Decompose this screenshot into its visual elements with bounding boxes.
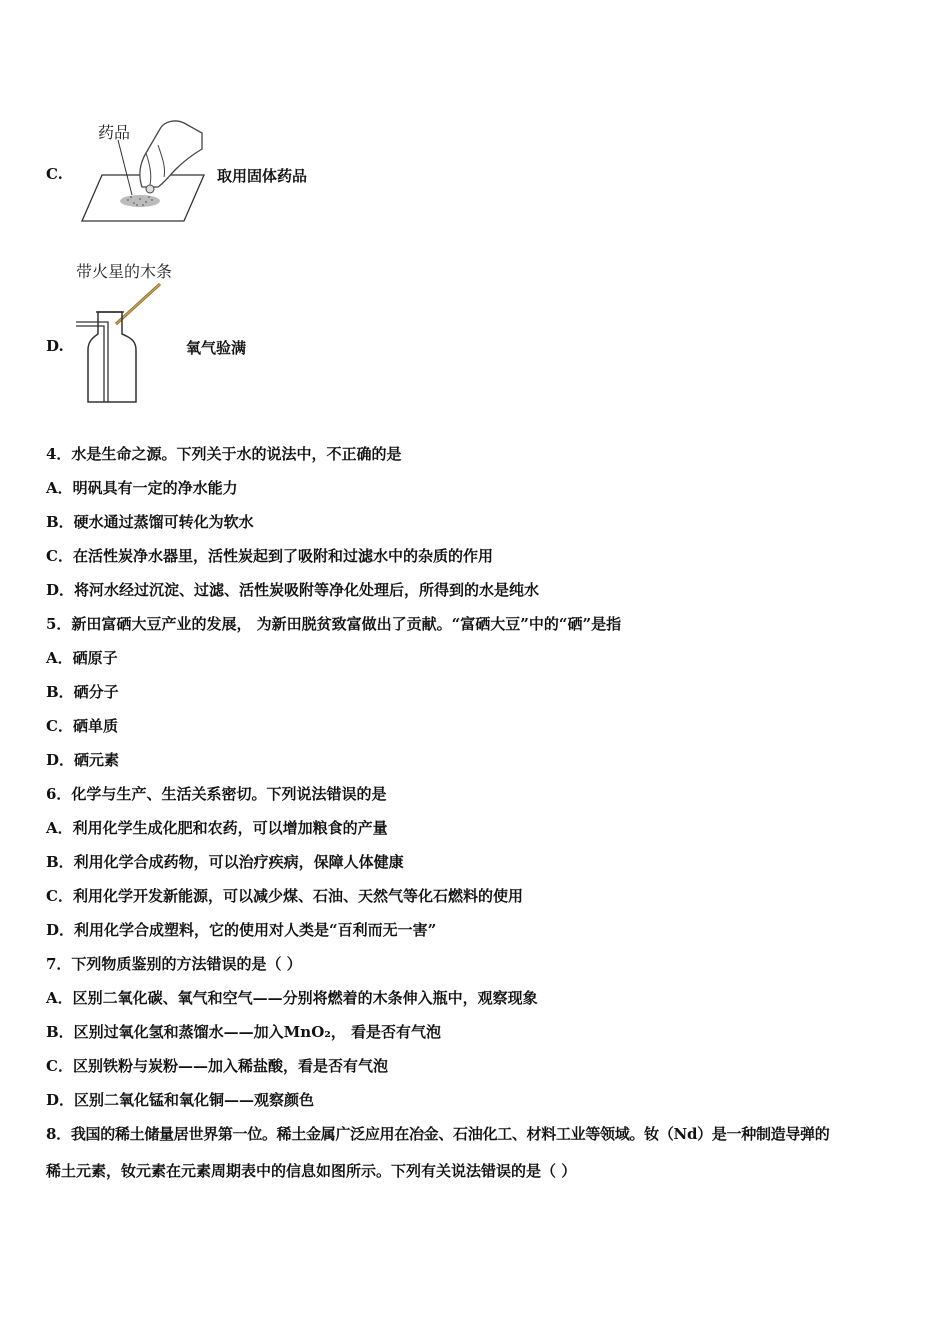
glowing-splint-label: 带火星的木条 xyxy=(76,262,173,281)
question-7-stem: 7．下列物质鉴别的方法错误的是（ ） xyxy=(46,955,302,973)
question-8-stem-line-2: 稀土元素，钕元素在元素周期表中的信息如图所示。下列有关说法错误的是（ ） xyxy=(46,1162,577,1180)
question-4-option-a: A．明矾具有一定的净水能力 xyxy=(46,479,238,497)
question-5-option-b: B．硒分子 xyxy=(46,683,119,701)
question-4-option-c: C．在活性炭净水器里，活性炭起到了吸附和过滤水中的杂质的作用 xyxy=(46,547,493,565)
question-8-stem-line-1: 8．我国的稀土储量居世界第一位。稀土金属广泛应用在冶金、石油化工、材料工业等领域。钕（Nd）是一种制造导弹的 xyxy=(46,1125,830,1143)
question-6-option-b: B．利用化学合成药物，可以治疗疾病，保障人体健康 xyxy=(46,853,404,871)
question-4-option-b: B．硬水通过蒸馏可转化为软水 xyxy=(46,513,254,531)
question-6-stem: 6．化学与生产、生活关系密切。下列说法错误的是 xyxy=(46,785,387,803)
question-7-option-a: A．区别二氧化碳、氧气和空气——分别将燃着的木条伸入瓶中，观察现象 xyxy=(46,989,538,1007)
question-5-option-c: C．硒单质 xyxy=(46,717,118,735)
question-6-option-c: C．利用化学开发新能源，可以减少煤、石油、天然气等化石燃料的使用 xyxy=(46,887,523,905)
option-d-caption: 氧气验满 xyxy=(186,339,247,357)
question-6-option-a: A．利用化学生成化肥和农药，可以增加粮食的产量 xyxy=(46,819,388,837)
gas-bottle-illustration xyxy=(70,280,170,406)
option-d-letter: D. xyxy=(46,337,64,355)
question-7-option-d: D．区别二氧化锰和氧化铜——观察颜色 xyxy=(46,1091,315,1109)
option-c-letter: C. xyxy=(46,165,63,183)
question-7-option-b: B．区别过氧化氢和蒸馏水——加入MnO₂， 看是否有气泡 xyxy=(46,1023,442,1041)
question-5-stem: 5．新田富硒大豆产业的发展， 为新田脱贫致富做出了贡献。“富硒大豆”中的“硒”是指 xyxy=(46,615,622,633)
solid-reagent-illustration xyxy=(80,115,210,225)
question-7-option-c: C．区别铁粉与炭粉——加入稀盐酸，看是否有气泡 xyxy=(46,1057,388,1075)
reagent-label: 药品 xyxy=(98,123,131,142)
option-c-caption: 取用固体药品 xyxy=(217,167,308,185)
question-4-option-d: D．将河水经过沉淀、过滤、活性炭吸附等净化处理后，所得到的水是纯水 xyxy=(46,581,540,599)
question-5-option-a: A．硒原子 xyxy=(46,649,118,667)
question-5-option-d: D．硒元素 xyxy=(46,751,120,769)
question-6-option-d: D．利用化学合成塑料，它的使用对人类是“百利而无一害” xyxy=(46,921,437,939)
question-4-stem: 4．水是生命之源。下列关于水的说法中，不正确的是 xyxy=(46,445,402,463)
